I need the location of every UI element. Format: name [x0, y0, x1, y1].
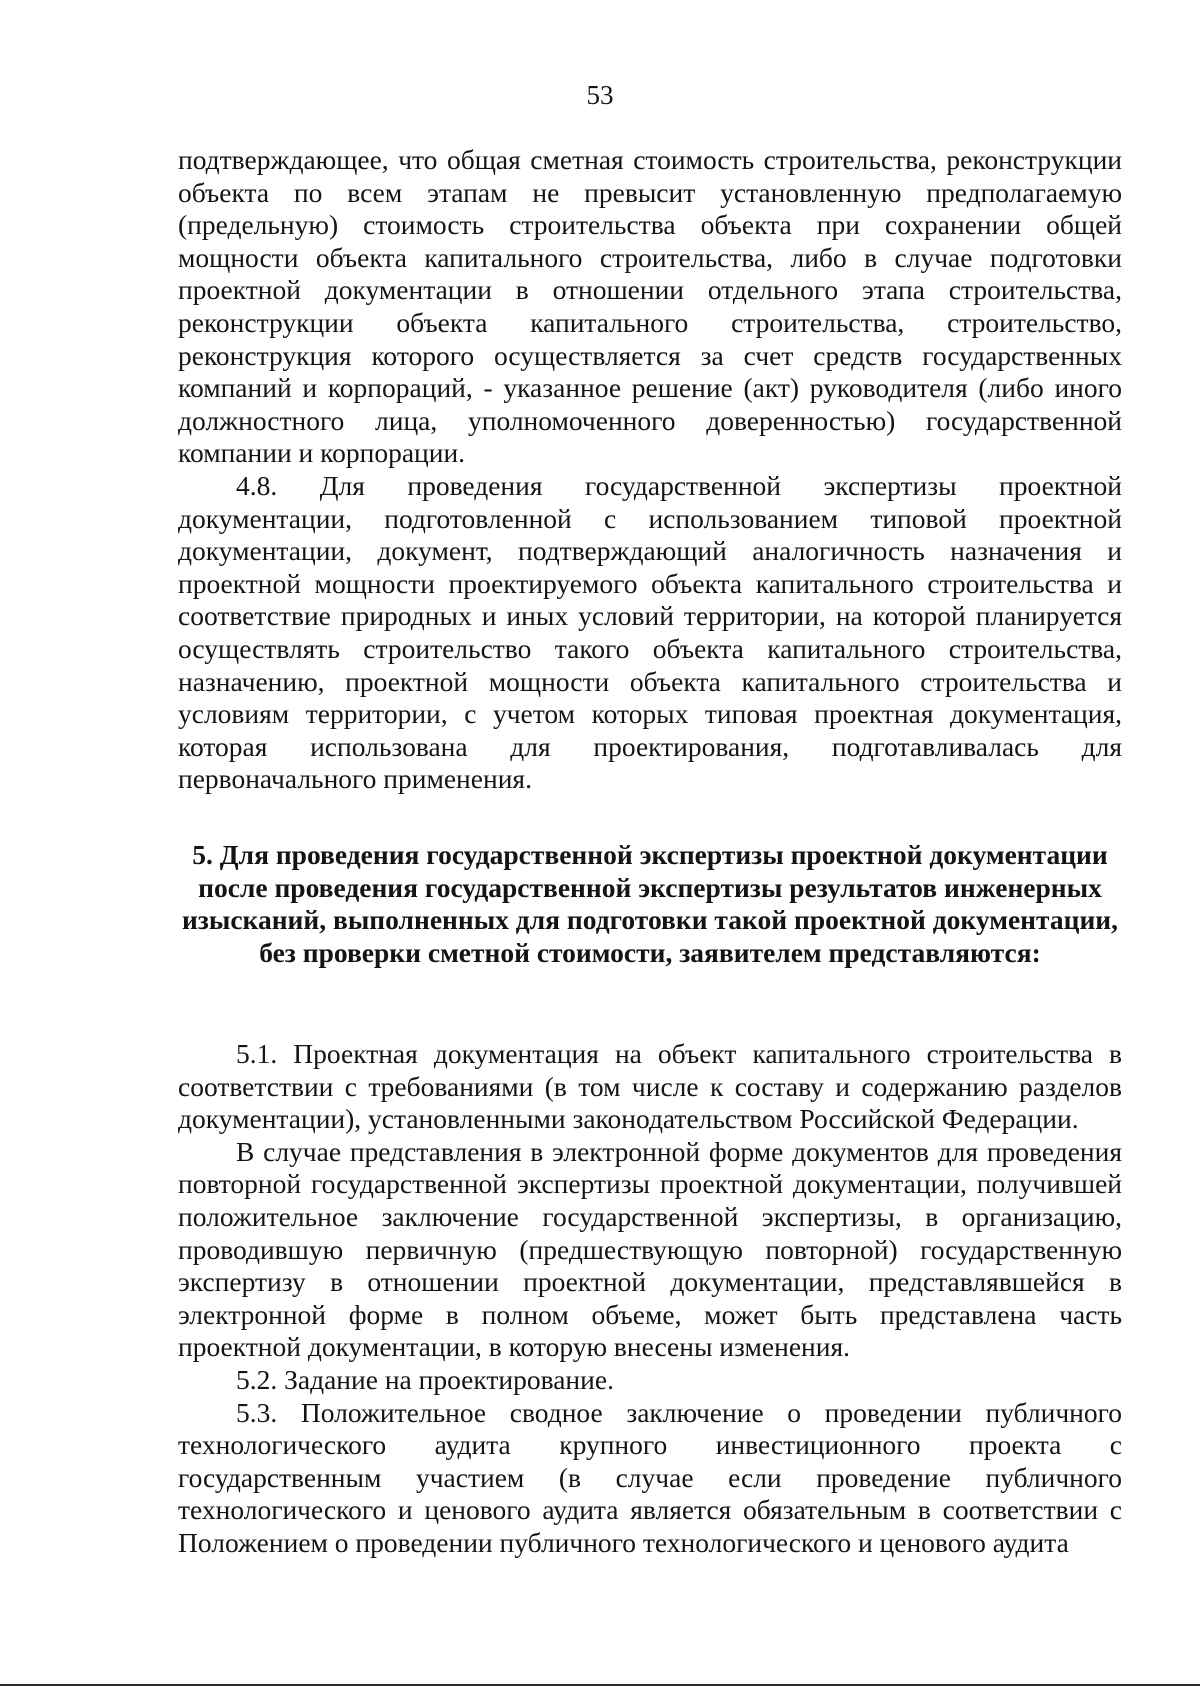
paragraph-5-1-repeat-review: В случае представления в электронной форме документов для проведения повторной государственной экспертизы проектной документации, получившей положительное заключение государственной экспертизы, в организацию, проводившую первичную (предшествующую повторной) государственную экспертизу в отношении проектной документации, представлявшейся в электронной форме в полном объеме, может быть представлена часть проектной документации, в которую внесены изменения.	[178, 1135, 1122, 1363]
paragraph-5-2: 5.2. Задание на проектирование.	[236, 1363, 614, 1395]
paragraph-4-7-continuation: подтверждающее, что общая сметная стоимость строительства, реконструкции объекта по всем этапам не превысит установленную предполагаемую (предельную) стоимость строительства объекта при сохранении общей мощности объекта капитального строительства, либо в случае подготовки проектной документации в отношении отдельного этапа строительства, реконструкции объекта капитального строительства, строительство, реконструкция которого осуществляется за счет средств государственных компаний и корпораций, - указанное решение (акт) руководителя (либо иного должностного лица, уполномоченного доверенностью) государственной компании и корпорации.	[178, 144, 1122, 469]
section-5-heading: 5. Для проведения государственной экспертизы проектной документации после проведения государственной экспертизы результатов инженерных изысканий, выполненных для подготовки такой проектной документации, без проверки сметной стоимости, заявителем представляются:	[181, 839, 1119, 968]
paragraph-5-3: 5.3. Положительное сводное заключение о проведении публичного технологического аудита крупного инвестиционного проекта с государственным участием (в случае если проведение публичного технологического и ценового аудита является обязательным в соответствии с Положением о проведении публичного технологического и ценового аудита	[178, 1396, 1122, 1558]
paragraph-4-8: 4.8. Для проведения государственной экспертизы проектной документации, подготовленной с использованием типовой проектной документации, документ, подтверждающий аналогичность назначения и проектной мощности проектируемого объекта капитального строительства и соответствие природных и иных условий территории, на которой планируется осуществлять строительство такого объекта капитального строительства, назначению, проектной мощности объекта капитального строительства и условиям территории, с учетом которых типовая проектная документация, которая использована для проектирования, подготавливалась для первоначального применения.	[178, 469, 1122, 795]
scan-bottom-edge	[0, 1684, 1200, 1686]
section-5-body	[178, 1038, 1122, 1560]
page-number: 53	[586, 80, 614, 110]
paragraph-5-1: 5.1. Проектная документация на объект капитального строительства в соответствии с требованиями (в том числе к составу и содержанию разделов документации), установленными законодательством Российской Федерации.	[178, 1038, 1122, 1135]
section-4-continuation	[178, 144, 1122, 796]
